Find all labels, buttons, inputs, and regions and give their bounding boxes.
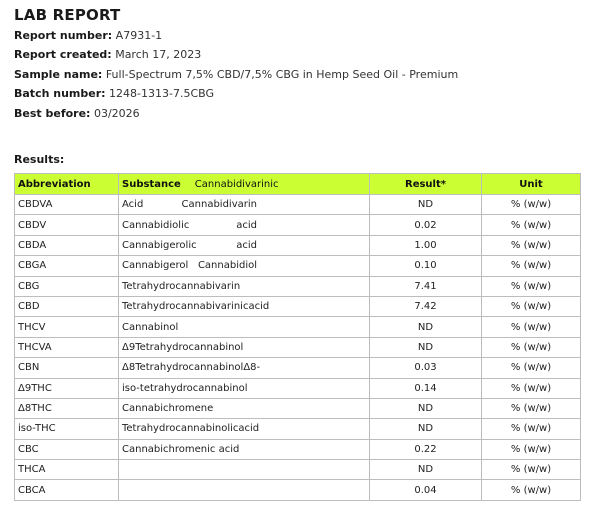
best-before-row (14, 107, 140, 120)
substance-text (122, 362, 261, 374)
result-cell: ND (370, 419, 482, 439)
result-cell: 7.42 (370, 296, 482, 316)
abbreviation-cell: CBD (15, 296, 119, 316)
unit-cell: % (w/w) (482, 439, 581, 459)
substance-text (122, 342, 366, 353)
substance-part: Tetrahydrocannabivarinicacid (122, 301, 270, 313)
substance-cell (119, 358, 370, 378)
result-cell: 0.22 (370, 439, 482, 459)
result-cell: 1.00 (370, 235, 482, 255)
table-row (15, 378, 581, 398)
result-cell: ND (370, 337, 482, 357)
substance-header-extra: Cannabidivarinic (194, 178, 279, 190)
substance-cell (119, 276, 370, 296)
unit-cell: % (w/w) (482, 398, 581, 418)
abbreviation-cell: CBN (15, 358, 119, 378)
substance-text (122, 240, 257, 251)
abbreviation-cell: CBG (15, 276, 119, 296)
field-label: Report created: (14, 48, 112, 61)
substance-text (122, 403, 366, 414)
result-cell: 0.14 (370, 378, 482, 398)
table-row (15, 296, 581, 316)
substance-part: Cannabidiol (197, 260, 257, 272)
substance-part: Δ9Tetrahydrocannabinol (122, 341, 244, 353)
abbreviation-cell: CBDVA (15, 195, 119, 215)
substance-header-label: Substance (122, 178, 181, 190)
field-label: Batch number: (14, 87, 106, 100)
batch-number-value: 1248-1313-7.5CBG (109, 87, 215, 100)
field-label: Report number: (14, 29, 113, 42)
report-created-value: March 17, 2023 (115, 48, 202, 61)
substance-part: Acid (122, 199, 144, 211)
substance-part: Cannabigerol (122, 260, 189, 272)
table-header-row (15, 174, 581, 195)
result-cell: 0.10 (370, 256, 482, 276)
substance-cell (119, 256, 370, 276)
substance-cell (119, 317, 370, 337)
abbreviation-cell: THCV (15, 317, 119, 337)
result-cell: ND (370, 460, 482, 480)
unit-cell: % (w/w) (482, 419, 581, 439)
column-header-unit: Unit (482, 174, 581, 195)
abbreviation-cell: CBCA (15, 480, 119, 500)
substance-text (122, 301, 366, 312)
result-cell: ND (370, 195, 482, 215)
substance-cell (119, 480, 370, 500)
substance-cell (119, 460, 370, 480)
table-row (15, 419, 581, 439)
substance-text (122, 199, 257, 210)
abbreviation-cell: CBDA (15, 235, 119, 255)
substance-text (122, 322, 366, 333)
unit-cell: % (w/w) (482, 256, 581, 276)
table-row (15, 398, 581, 418)
abbreviation-cell: THCVA (15, 337, 119, 357)
table-row (15, 358, 581, 378)
substance-part: acid (236, 239, 257, 251)
report-created-row (14, 48, 201, 61)
table-row (15, 337, 581, 357)
field-label: Best before: (14, 107, 91, 120)
substance-text (122, 220, 257, 231)
substance-part: Tetrahydrocannabivarin (122, 280, 241, 292)
result-cell: 0.04 (370, 480, 482, 500)
table-row (15, 460, 581, 480)
substance-part: Tetrahydrocannabinolicacid (122, 423, 260, 435)
abbreviation-cell: THCA (15, 460, 119, 480)
result-cell: 0.03 (370, 358, 482, 378)
substance-cell (119, 195, 370, 215)
result-cell: 0.02 (370, 215, 482, 235)
substance-cell (119, 296, 370, 316)
abbreviation-cell: CBGA (15, 256, 119, 276)
substance-part: Cannabidivarin (181, 199, 257, 211)
substance-cell (119, 419, 370, 439)
unit-cell: % (w/w) (482, 358, 581, 378)
sample-name-row (14, 68, 458, 81)
table-row (15, 256, 581, 276)
substance-part: Cannabigerolic (122, 239, 197, 251)
unit-cell: % (w/w) (482, 378, 581, 398)
column-header-result: Result* (370, 174, 482, 195)
field-label: Sample name: (14, 68, 103, 81)
unit-cell: % (w/w) (482, 235, 581, 255)
substance-text (122, 260, 257, 271)
substance-cell (119, 215, 370, 235)
abbreviation-cell: Δ9THC (15, 378, 119, 398)
unit-cell: % (w/w) (482, 215, 581, 235)
unit-cell: % (w/w) (482, 460, 581, 480)
result-cell: ND (370, 317, 482, 337)
result-cell: 7.41 (370, 276, 482, 296)
substance-part: Cannabinol (122, 321, 179, 333)
column-header-abbreviation: Abbreviation (15, 174, 119, 195)
table-row (15, 317, 581, 337)
table-row (15, 195, 581, 215)
unit-cell: % (w/w) (482, 296, 581, 316)
substance-part: acid (236, 219, 257, 231)
substance-part: Δ8- (243, 362, 261, 374)
substance-part: Cannabichromenic acid (122, 443, 240, 455)
result-cell: ND (370, 398, 482, 418)
substance-cell (119, 398, 370, 418)
unit-cell: % (w/w) (482, 337, 581, 357)
substance-part: Cannabidiolic (122, 219, 190, 231)
unit-cell: % (w/w) (482, 480, 581, 500)
substance-text (122, 281, 366, 292)
unit-cell: % (w/w) (482, 195, 581, 215)
abbreviation-cell: Δ8THC (15, 398, 119, 418)
results-label: Results: (14, 153, 65, 166)
substance-part: iso-tetrahydrocannabinol (122, 382, 248, 394)
abbreviation-cell: CBC (15, 439, 119, 459)
column-header-substance (119, 174, 370, 195)
best-before-value: 03/2026 (93, 107, 140, 120)
table-row (15, 276, 581, 296)
table-row (15, 235, 581, 255)
unit-cell: % (w/w) (482, 276, 581, 296)
results-table (14, 173, 581, 501)
substance-part: Cannabichromene (122, 403, 214, 415)
abbreviation-cell: CBDV (15, 215, 119, 235)
substance-text (122, 383, 366, 394)
abbreviation-cell: iso-THC (15, 419, 119, 439)
sample-name-value: Full-Spectrum 7,5% CBD/7,5% CBG in Hemp Seed Oil - Premium (105, 68, 459, 81)
substance-text (122, 423, 366, 434)
report-number-row (14, 29, 162, 42)
substance-cell (119, 378, 370, 398)
table-row (15, 439, 581, 459)
substance-cell (119, 337, 370, 357)
report-title: LAB REPORT (14, 6, 121, 24)
substance-cell (119, 439, 370, 459)
table-row (15, 215, 581, 235)
substance-text (122, 444, 366, 455)
substance-part: Δ8Tetrahydrocannabinol (122, 362, 244, 374)
substance-cell (119, 235, 370, 255)
report-number-value: A7931-1 (115, 29, 163, 42)
table-row (15, 480, 581, 500)
unit-cell: % (w/w) (482, 317, 581, 337)
batch-number-row (14, 87, 214, 100)
